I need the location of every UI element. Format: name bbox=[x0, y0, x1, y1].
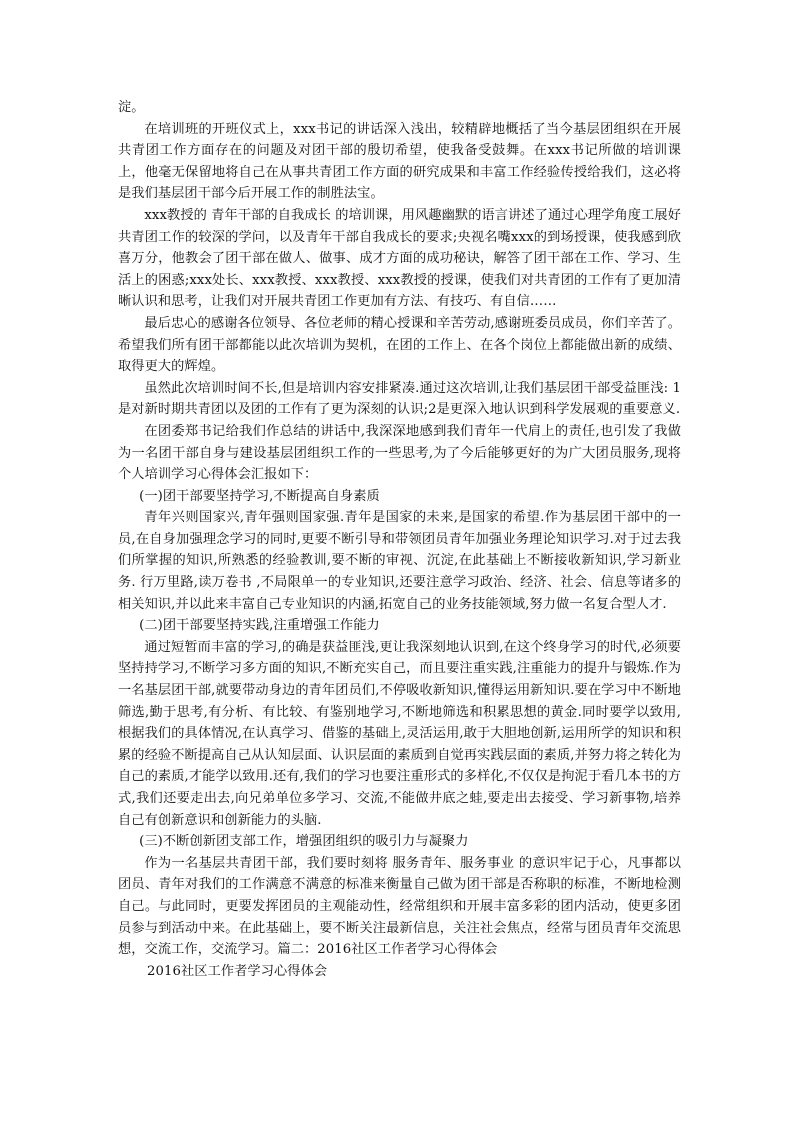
paragraph-practice: 通过短暂而丰富的学习,的确是获益匪浅,更让我深刻地认识到,在这个终身学习的时代,必须要坚持持学习,不断学习多方面的知识,不断充实自己，而且要注重实践,注重能力的提升与锻炼.作为一名基层团干部,就要带动身边的青年团员们,不停吸收新知识,懂得运用新知识.要在学习中不断地筛选,勤于思考,有分析、有比较、有鉴别地学习,不断地筛选和积累思想的黄金.同时要学以致用,根据我们的具体情况,在认真学习、借鉴的基础上,灵活运用,敢于大胆地创新,运用所学的知识和积累的经验不断提高自己从认知层面、认识层面的素质到自觉再实践层面的素质,并努力将之转化为自己的素质,才能学以致用.还有,我们的学习也要注重形式的多样化,不仅仅是拘泥于看几本书的方式,我们还要走出去,向兄弟单位多学习、交流,不能做井底之蛙,要走出去接受、学习新事物,培养自己有创新意识和创新能力的头脑. bbox=[118, 639, 681, 828]
paragraph-thanks: 最后忠心的感谢各位领导、各位老师的精心授课和辛苦劳动,感谢班委员成员，你们辛苦了。希望我们所有团干部都能以此次培训为契机，在团的工作上、在各个岗位上都能做出新的成绩、取得更大的辉煌。 bbox=[118, 315, 681, 375]
paragraph-study: 青年兴则国家兴,青年强则国家强.青年是国家的未来,是国家的希望.作为基层团干部中的一员,在自身加强理念学习的同时,更要不断引导和带领团员青年加强业务理论知识学习.对于过去我们所掌握的知识,所熟悉的经验教训,要不断的审视、沉淀,在此基础上不断接收新知识,学习新业务. 行万里路,读万卷书 ,不局限单一的专业知识,还要注意学习政治、经济、社会、信息等诸多的相关知识,并以此来丰富自己专业知识的内涵,拓宽自己的业务技能领域,努力做一名复合型人才. bbox=[118, 510, 681, 612]
section-heading-3: (三)不断创新团支部工作，增强团组织的吸引力与凝聚力 bbox=[139, 834, 469, 850]
section-heading-1: (一)团干部要坚持学习,不断提高自身素质 bbox=[139, 488, 380, 504]
next-article-title: 2016社区工作者学习心得体会 bbox=[147, 963, 328, 979]
paragraph-training-summary: 虽然此次培训时间不长,但是培训内容安排紧凑.通过这次培训,让我们基层团干部受益匪浅: 1是对新时期共青团以及团的工作有了更为深刻的认识;2是更深入地认识到科学发展观的重要意义. bbox=[118, 380, 681, 418]
paragraph-continuation: 淀。 bbox=[118, 100, 145, 115]
section-heading-2: (二)团干部要坚持实践,注重增强工作能力 bbox=[139, 618, 380, 634]
paragraph-professor-lecture: xxx教授的 青年干部的自我成长 的培训课，用风趣幽默的语言讲述了通过心理学角度工展好共青团工作的较深的学问，以及青年干部自我成长的要求;央视名嘴xxx的到场授课，使我感到欣喜万分，他教会了团干部在做人、做事、成才方面的成功秘诀，解答了团干部在工作、学习、生活上的困惑;xxx处长、xxx教授、xxx教授、xxx教授的授课，使我们对共青团的工作有了更加清晰认识和思考，让我们对开展共青团工作更加有方法、有技巧、有自信…… bbox=[118, 207, 681, 310]
document-body bbox=[118, 97, 681, 982]
paragraph-secretary-speech: 在团委郑书记给我们作总结的讲话中,我深深地感到我们青年一代肩上的责任,也引发了我做为一名团干部自身与建设基层团组织工作的一些思考,为了今后能够更好的为广大团员服务,现将个人培训学习心得体会汇报如下： bbox=[118, 423, 681, 483]
paragraph-opening-ceremony: 在培训班的开班仪式上，xxx书记的讲话深入浅出，较精辟地概括了当今基层团组织在开展共青团工作方面存在的问题及对团干部的殷切希望，使我备受鼓舞。在xxx书记所做的培训课上，他毫无保留地将自己在从事共青团工作方面的研究成果和丰富工作经验传授给我们，这必将是我们基层团干部今后开展工作的制胜法宝。 bbox=[118, 121, 681, 202]
paragraph-innovation: 作为一名基层共青团干部，我们要时刻将 服务青年、服务事业 的意识牢记于心，凡事都以团员、青年对我们的工作满意不满意的标准来衡量自己做为团干部是否称职的标准，不断地检测自己。与此同时，更要发挥团员的主观能动性，经常组织和开展丰富多彩的团内活动，使更多团员参与到活动中来。在此基础上，要不断关注最新信息，关注社会焦点，经常与团员青年交流思想，交流工作，交流学习。篇二：2016社区工作者学习心得体会 bbox=[118, 855, 681, 958]
